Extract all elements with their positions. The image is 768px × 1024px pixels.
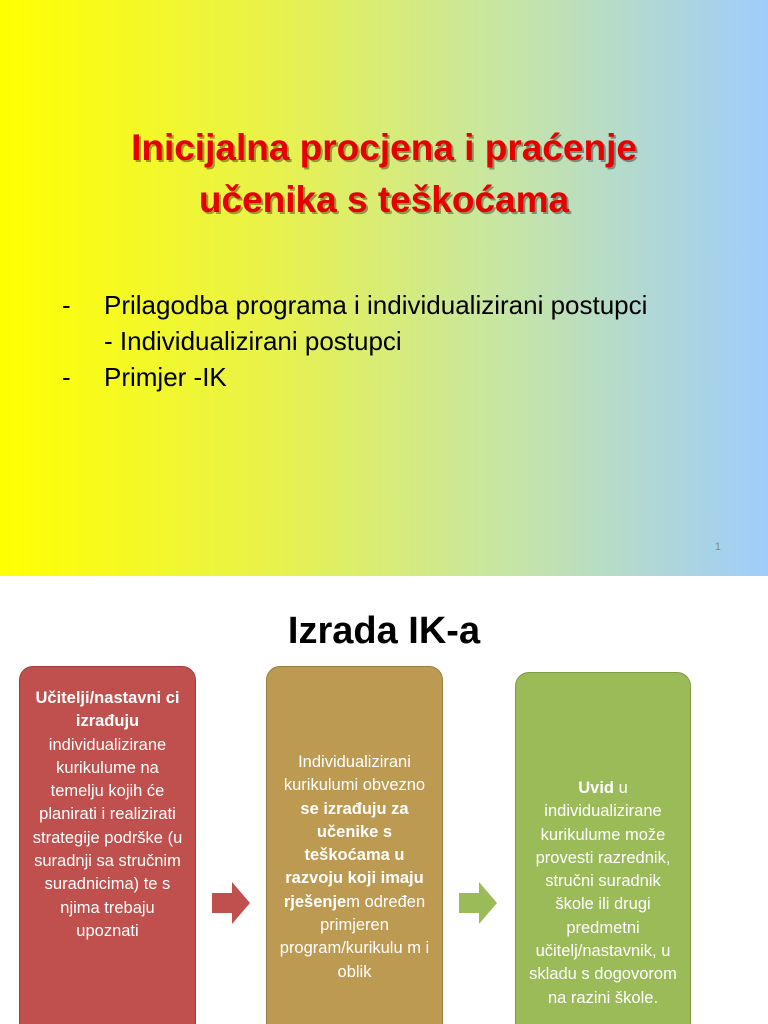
process-box-insight (515, 672, 691, 1024)
box-2-bold-text: se izrađuju za učenike s teškoćama u razvoju koji imaju rješenje (283, 799, 424, 911)
slide-2 (0, 576, 768, 1024)
process-box-curricula (266, 666, 443, 1024)
sub-bullet-item: - Individualizirani postupci (104, 326, 402, 356)
bullet-text: Prilagodba programa i individualizirani postupci (104, 290, 648, 320)
box-2-text-2: m određen primjeren program/kurikulu m i oblik (279, 892, 430, 981)
box-2-text-1: Individualizirani kurikulumi obvezno (283, 753, 426, 795)
bullet-item (62, 359, 722, 395)
slide-2-title: Izrada IK-a (287, 610, 481, 652)
box-3-text: u individualizirane kurikulume može provesti razrednik, stručni suradnik škole ili drugi predmetni učitelj/nastavnik, u skladu s dogovorom na razini škole. (529, 779, 677, 1007)
right-arrow-icon (212, 882, 250, 924)
bullet-text: Primjer -IK (104, 362, 227, 392)
process-box-teachers (19, 666, 196, 1024)
bullet-dash: - (62, 362, 71, 392)
bullet-item (62, 287, 722, 323)
slide-1-title (40, 122, 728, 226)
title-line-1: Inicijalna procjena i praćenje (131, 127, 637, 168)
bullet-dash: - (62, 290, 71, 320)
title-line-2: učenika s teškoćama (198, 179, 570, 220)
box-1-bold-text: Učitelji/nastavni ci izrađuju (35, 689, 180, 731)
bullet-list (62, 287, 722, 395)
box-1-text: individualizirane kurikulume na temelju kojih će planirati i realizirati strategije podrške (u suradnji sa stručnim suradnicima) te s njima trebaju upoznati (32, 735, 183, 940)
page-number: 1 (714, 541, 721, 553)
right-arrow-icon (459, 882, 497, 924)
box-3-bold-text: Uvid (578, 779, 614, 797)
